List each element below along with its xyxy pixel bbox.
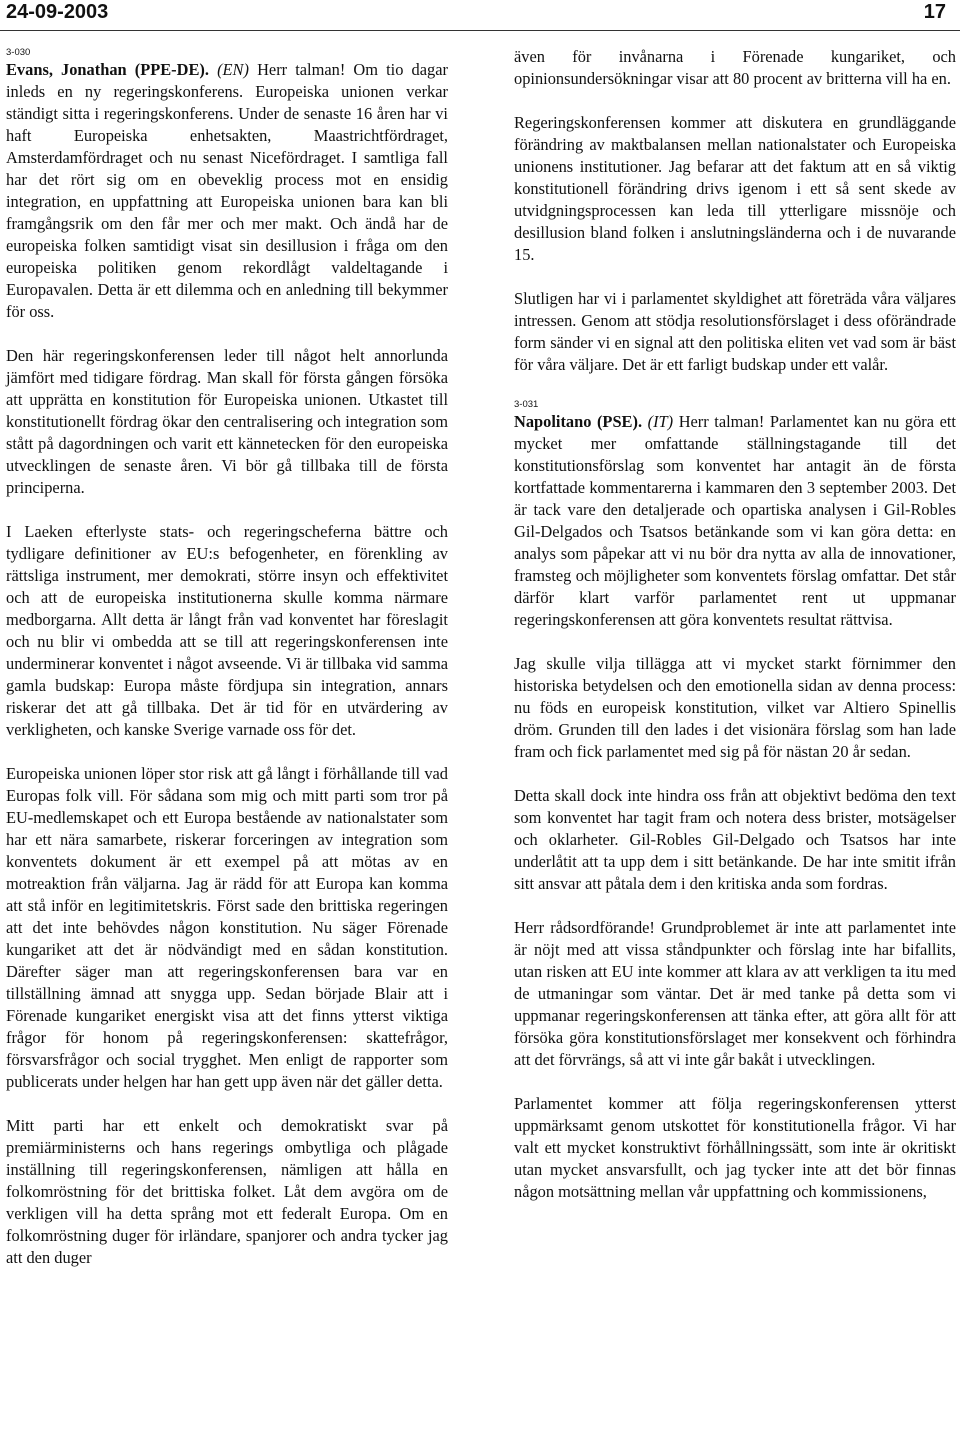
paragraph: Regeringskonferensen kommer att diskutera en grundläggande förändring av maktbalansen mellan nationalstater och Europeiska unionens institutioner. Jag befarar att det faktum att en så viktig konstitutionell förändring drivs igenom i ett så sent skede av utvidgningsprocessen kan leda till ytterligare missnöje och desillusion bland folken i anslutningsländerna och i de nuvarande 15. [514, 113, 956, 264]
intervention-napolitano [514, 398, 956, 631]
page-number: 17 [923, 1, 946, 23]
paragraph: Detta skall dock inte hindra oss från att objektivt bedöma den text som konventet har tagit fram och notera dess brister, motsägelser och oklarheter. Gil-Robles Gil-Delgado och Tsatsos har inte underlåtit att ta upp dem i sitt betänkande. De har inte smitit ifrån sitt ansvar att påtala dem i den kritiska anda som fordras. [514, 786, 956, 893]
paragraph: Den här regeringskonferensen leder till något helt annorlunda jämfört med tidigare fördrag. Man skall för första gången försöka att upprätta en konstitution för Europeiska unionen. Utkastet till konstitutionellt fördrag ökar den centralisering och integration som stått på dagordningen och varit ett kännetecken för den europeiska utvecklingen de senaste åren. Vi bör gå tillbaka till de första principerna. [6, 346, 448, 497]
speaker-name: Evans, Jonathan (PPE-DE). [6, 60, 209, 79]
paragraph: I Laeken efterlyste stats- och regeringscheferna bättre och tydligare definitioner av EU:s befogenheter, en förenkling av rättsliga instrument, mer demokrati, större insyn och effektivitet och att de europeiska institutionerna skulle komma närmare medborgarna. Allt detta är långt från vad konventet har föreslagit och nu blir vi ombedda att se till att regeringskonferensen inte underminerar konventet i något avseende. Vi är tillbaka vid samma gamla budskap: Europa måste fördjupa sin integration, annars riskerar det att gå tillbaka. Det är tid för en utvärdering av verkligheten, och kanske Sverige varnade oss för det. [6, 522, 448, 739]
date: 24-09-2003 [6, 1, 109, 23]
intervention-evans [6, 46, 448, 323]
paragraph: även för invånarna i Förenade kungariket, och opinionsundersökningar visar att 80 procent av britterna vill ha en. [514, 47, 956, 88]
sid-label: 3-031 [514, 399, 539, 410]
language-tag: (IT) [647, 412, 674, 431]
sid-label: 3-030 [6, 47, 31, 58]
left-column [6, 46, 448, 1291]
paragraph: Herr rådsordförande! Grundproblemet är inte att parlamentet inte är nöjt med att vissa ståndpunkter och förslag inte har bifallits, utan risken att EU inte kommer att klara av att verkligen ta itu med de utmaningar som väntar. Det är med tanke på detta som vi uppmanar regeringskonferensen att tänka efter, att göra allt för att försöka göra konstitutionsförslaget mer konsekvent och förhindra att det förvrängs, så att vi inte går bakåt i utvecklingen. [514, 918, 956, 1069]
paragraph: Slutligen har vi i parlamentet skyldighet att företräda våra väljares intressen. Genom att stödja resolutionsförslaget i dess oförändrade form sänder vi en signal att den politiska eliten vet vad som är bäst för våra väljare. Det är ett farligt budskap under ett valår. [514, 289, 956, 374]
speaker-name: Napolitano (PSE). [514, 412, 643, 431]
paragraph: Mitt parti har ett enkelt och demokratiskt svar på premiärministerns och hans regerings ombytliga och plågade inställning till regeringskonferensen, nämligen att hålla en folkomröstning för det brittiska folket. Låt dem avgöra om de verkligen vill ha detta språng mot ett federalt Europa. Om en folkomröstning duger för irländare, spanjorer och andra tycker jag att den duger [6, 1116, 448, 1267]
speech-text: Herr talman! Parlamentet kan nu göra ett mycket mer omfattande ställningstagande till det konstitutionsförslag som konventet har antagit än de första kortfattade kommentarerna i kammaren den 3 september 2003. Det är tack vare den detaljerade och opartiska analysen i Gil-Robles Gil-Delgados och Tsatsos betänkande som vi kan göra detta: en analys som påpekar att vi nu bör dra nytta av alla de innovationer, framsteg och möjligheter som konventets förslag omfattar. Det står därför klart varför parlamentet rent ut uppmanar regeringskonferensen att göra konventets resultat rättvisa. [514, 412, 956, 629]
header-rule [0, 30, 960, 31]
paragraph: Europeiska unionen löper stor risk att gå långt i förhållande till vad Europas folk vill. För sådana som mig och mitt parti som tror på EU-medlemskapet och ett Europa bestående av nationalstater som har ett nära samarbete, riskerar forceringen av integration som konventets dokument är ett exempel på att mötas av en motreaktion från väljarna. Jag är rädd för att Europa kan komma att stå inför en legitimitetskris. Först sade den brittiska regeringen att det inte behövdes någon konstitution. Nu säger Förenade kungariket att det är nödvändigt med en sådan konstitution. Därefter säger man att regeringskonferensen bara var en tillställning ämnad att snygga upp. Sedan började Blair att i Förenade kungariket energiskt visa att det finns ytterst viktiga frågor för honom på regeringskonferensen: skattefrågor, försvarsfrågor och social trygghet. Men enligt de rapporter som publicerats under helgen har han gett upp även när det gäller detta. [6, 764, 448, 1091]
speech-text: Herr talman! Om tio dagar inleds en ny regeringskonferens. Europeiska unionen verkar ständigt sitta i regeringskonferens. Under de senaste 16 åren har vi haft Europeiska enhetsakten, Maastrichtfördraget, Amsterdamfördraget och nu senast Nicefördraget. I samtliga fall har det rört sig om en obeveklig process mot en ensidig integration, en uppfattning att Europeiska unionen bara kan bli framgångsrik om den får mer och mer makt. Och ändå har de europeiska folken samtidigt visat sin desillusion i fråga om den europeiska politiken genom rekordlågt valdeltagande i Europavalen. Detta är ett dilemma och en anledning till bekymmer för oss. [6, 60, 448, 321]
paragraph: Jag skulle vilja tillägga att vi mycket starkt förnimmer den historiska betydelsen och den emotionella sidan av denna process: nu föds en europeisk konstitution, vilket var Altiero Spinellis dröm. Grunden till den lades i det visionära förslag som han lade fram och fick parlamentet med sig på för nästan 20 år sedan. [514, 654, 956, 761]
paragraph: Parlamentet kommer att följa regeringskonferensen ytterst uppmärksamt genom utskottet för konstitutionella frågor. Vi har valt ett mycket konstruktivt förhållningssätt, som inte är okritiskt utan mycket ansvarsfullt, och jag tycker inte att det bör finnas någon motsättning mellan vår uppfattning och kommissionens, [514, 1094, 956, 1201]
right-column [514, 46, 956, 1225]
language-tag: (EN) [217, 60, 249, 79]
